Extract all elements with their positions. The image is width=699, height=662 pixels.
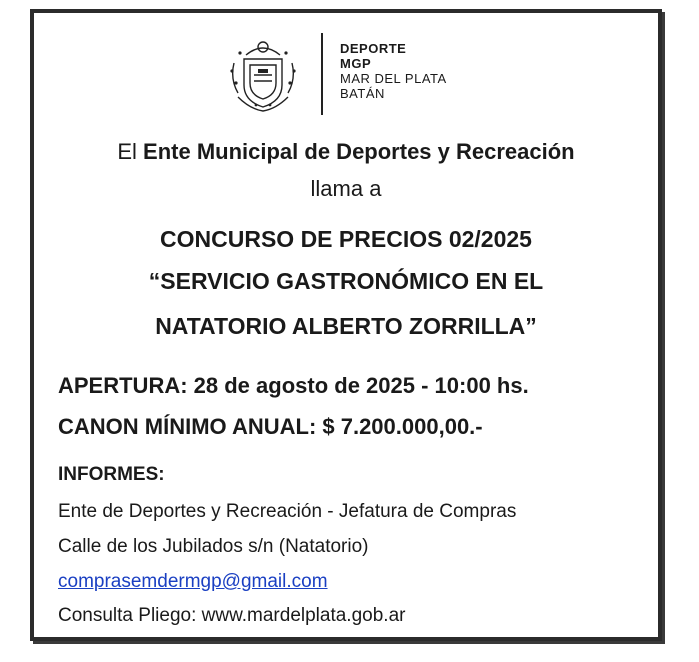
info-heading: INFORMES: [58,464,165,485]
intro-calls: llama a [310,176,382,201]
intro-line [34,139,658,165]
title-line-1: CONCURSO DE PRECIOS 02/2025 [160,226,532,252]
municipal-coat-of-arms-icon [226,35,300,113]
brand-line-city: MAR DEL PLATA [340,71,447,86]
title-line-3: NATATORIO ALBERTO ZORRILLA” [155,313,537,339]
notice-frame [30,9,662,641]
intro-entity: Ente Municipal de Deportes y Recreación [143,139,575,164]
header-divider [321,33,323,115]
info-website: Consulta Pliego: www.mardelplata.gob.ar [58,605,406,626]
brand-line-batan: BATÁN [340,86,385,101]
title-line-2: “SERVICIO GASTRONÓMICO EN EL [148,268,544,294]
minimum-fee: CANON MÍNIMO ANUAL: $ 7.200.000,00.- [58,414,483,439]
brand-block [340,41,447,101]
info-office: Ente de Deportes y Recreación - Jefatura de Compras [58,501,517,522]
info-email-link[interactable]: comprasemdermgp@gmail.com [58,571,328,592]
opening-date: APERTURA: 28 de agosto de 2025 - 10:00 hs. [58,373,529,398]
brand-line-mgp: MGP [340,56,372,71]
brand-line-deporte: DEPORTE [340,41,407,56]
info-address: Calle de los Jubilados s/n (Natatorio) [58,536,369,557]
intro-prefix: El [117,139,137,164]
